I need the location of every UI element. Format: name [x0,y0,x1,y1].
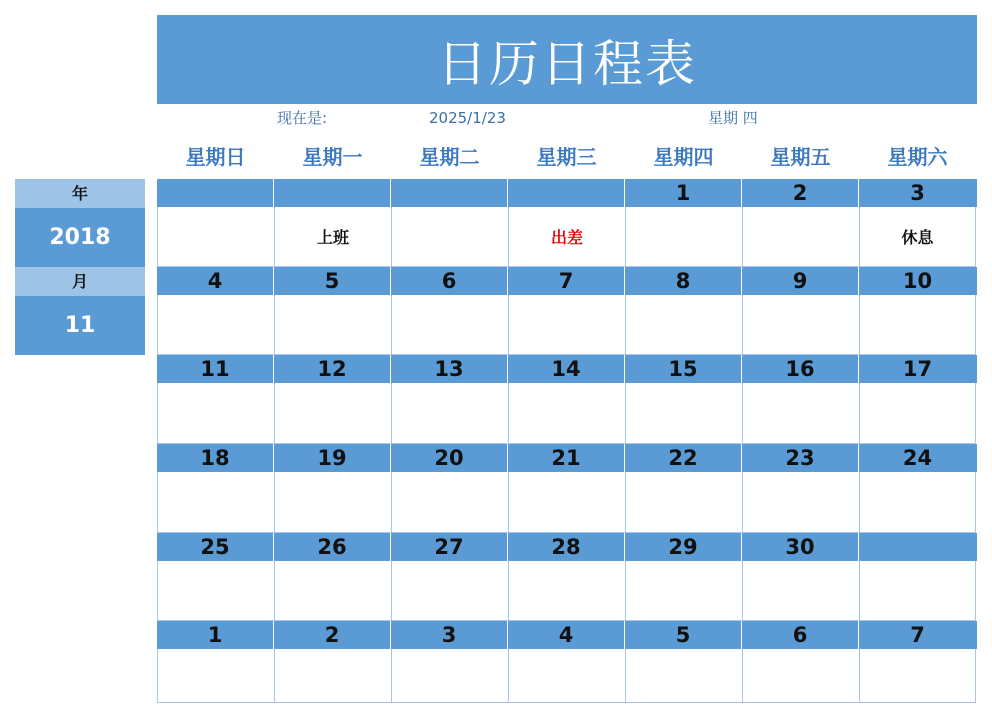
date-cell[interactable]: 9 [742,267,859,295]
calendar-week [157,179,977,267]
year-label: 年 [15,179,145,208]
note-cell[interactable] [742,295,859,355]
note-cell[interactable] [859,472,976,533]
date-cell[interactable]: 18 [157,444,274,472]
note-cell[interactable] [859,295,976,355]
date-cell[interactable]: 12 [274,355,391,383]
date-cell[interactable]: 11 [157,355,274,383]
note-cell[interactable] [859,649,976,703]
date-row [157,179,977,207]
calendar-week [157,355,977,444]
notes-row [157,472,977,533]
date-cell[interactable]: 22 [625,444,742,472]
date-cell[interactable]: 21 [508,444,625,472]
calendar-week [157,621,977,703]
note-cell[interactable] [625,207,742,267]
current-date: 2025/1/23 [429,109,506,127]
note-cell[interactable] [157,649,274,703]
weekday-header: 星期日 [185,145,246,169]
note-cell[interactable] [742,649,859,703]
weekday-header: 星期一 [302,145,363,169]
date-cell[interactable]: 28 [508,533,625,561]
note-cell[interactable]: 上班 [274,207,391,267]
month-label: 月 [15,267,145,296]
date-cell[interactable]: 4 [508,621,625,649]
note-cell[interactable] [391,383,508,444]
date-cell[interactable]: 17 [902,357,933,381]
note-cell[interactable] [391,561,508,621]
weekday-header: 星期三 [536,145,597,169]
date-cell[interactable]: 2 [742,179,859,207]
date-cell[interactable]: 5 [274,267,391,295]
date-cell[interactable]: 16 [742,355,859,383]
note-cell[interactable] [742,472,859,533]
note-cell[interactable] [157,561,274,621]
notes-row [157,207,977,267]
note-cell[interactable]: 出差 [508,207,625,267]
note-cell[interactable] [859,383,976,444]
notes-row [157,649,977,703]
date-row [157,355,977,383]
date-cell[interactable] [859,533,976,561]
weekday-header: 星期四 [653,145,714,169]
note-cell[interactable] [157,295,274,355]
date-cell[interactable]: 26 [274,533,391,561]
date-row [157,267,977,295]
date-cell[interactable]: 19 [274,444,391,472]
date-cell[interactable]: 15 [625,355,742,383]
date-cell[interactable]: 3 [910,181,925,205]
month-value[interactable]: 11 [15,296,145,355]
note-cell[interactable] [508,383,625,444]
note-cell[interactable] [625,383,742,444]
current-date-label: 现在是: [277,109,328,127]
note-cell[interactable] [625,649,742,703]
weekday-header: 星期六 [887,145,948,169]
date-cell[interactable]: 30 [742,533,859,561]
note-cell[interactable] [508,295,625,355]
date-cell[interactable]: 10 [902,269,933,293]
date-cell[interactable]: 2 [274,621,391,649]
note-cell[interactable] [391,295,508,355]
note-cell[interactable] [859,561,976,621]
date-cell[interactable]: 4 [157,267,274,295]
date-cell[interactable]: 29 [625,533,742,561]
date-cell[interactable]: 20 [391,444,508,472]
note-cell[interactable] [625,472,742,533]
note-cell[interactable] [391,472,508,533]
date-row [157,533,977,561]
date-cell[interactable]: 7 [910,623,925,647]
note-cell[interactable] [274,649,391,703]
note-cell[interactable] [625,561,742,621]
date-cell[interactable] [157,179,274,207]
notes-row [157,295,977,355]
note-cell[interactable] [157,383,274,444]
notes-row [157,561,977,621]
date-cell[interactable]: 1 [625,179,742,207]
date-cell[interactable]: 3 [391,621,508,649]
year-month-panel [15,179,145,355]
calendar-week [157,533,977,621]
note-cell[interactable] [157,207,274,267]
date-row [157,444,977,472]
calendar-title: 日历日程表 [157,15,977,104]
date-cell[interactable]: 6 [391,267,508,295]
date-cell[interactable] [274,179,391,207]
calendar-week [157,267,977,355]
date-cell[interactable]: 24 [902,446,933,470]
note-cell[interactable] [742,561,859,621]
date-cell[interactable]: 25 [157,533,274,561]
date-cell[interactable] [508,179,625,207]
calendar-week [157,444,977,533]
notes-row [157,383,977,444]
note-cell[interactable] [274,472,391,533]
note-cell[interactable]: 休息 [859,207,976,267]
note-cell[interactable] [508,561,625,621]
date-cell[interactable]: 23 [742,444,859,472]
date-cell[interactable]: 27 [391,533,508,561]
year-value[interactable]: 2018 [15,208,145,267]
note-cell[interactable] [391,207,508,267]
weekday-header-row [157,139,977,175]
weekday-header: 星期二 [419,145,480,169]
note-cell[interactable] [157,472,274,533]
date-cell[interactable]: 1 [157,621,274,649]
note-cell[interactable] [274,295,391,355]
note-cell[interactable] [508,472,625,533]
note-cell[interactable] [274,561,391,621]
calendar-grid [157,179,977,703]
date-cell[interactable]: 6 [742,621,859,649]
current-weekday: 星期 四 [708,109,758,127]
weekday-header: 星期五 [770,145,831,169]
date-cell[interactable] [391,179,508,207]
note-cell[interactable] [391,649,508,703]
date-cell[interactable]: 5 [625,621,742,649]
date-row [157,621,977,649]
date-cell[interactable]: 7 [508,267,625,295]
date-cell[interactable]: 14 [508,355,625,383]
date-cell[interactable]: 13 [391,355,508,383]
date-cell[interactable]: 8 [625,267,742,295]
note-cell[interactable] [742,383,859,444]
note-cell[interactable] [742,207,859,267]
note-cell[interactable] [625,295,742,355]
note-cell[interactable] [274,383,391,444]
note-cell[interactable] [508,649,625,703]
